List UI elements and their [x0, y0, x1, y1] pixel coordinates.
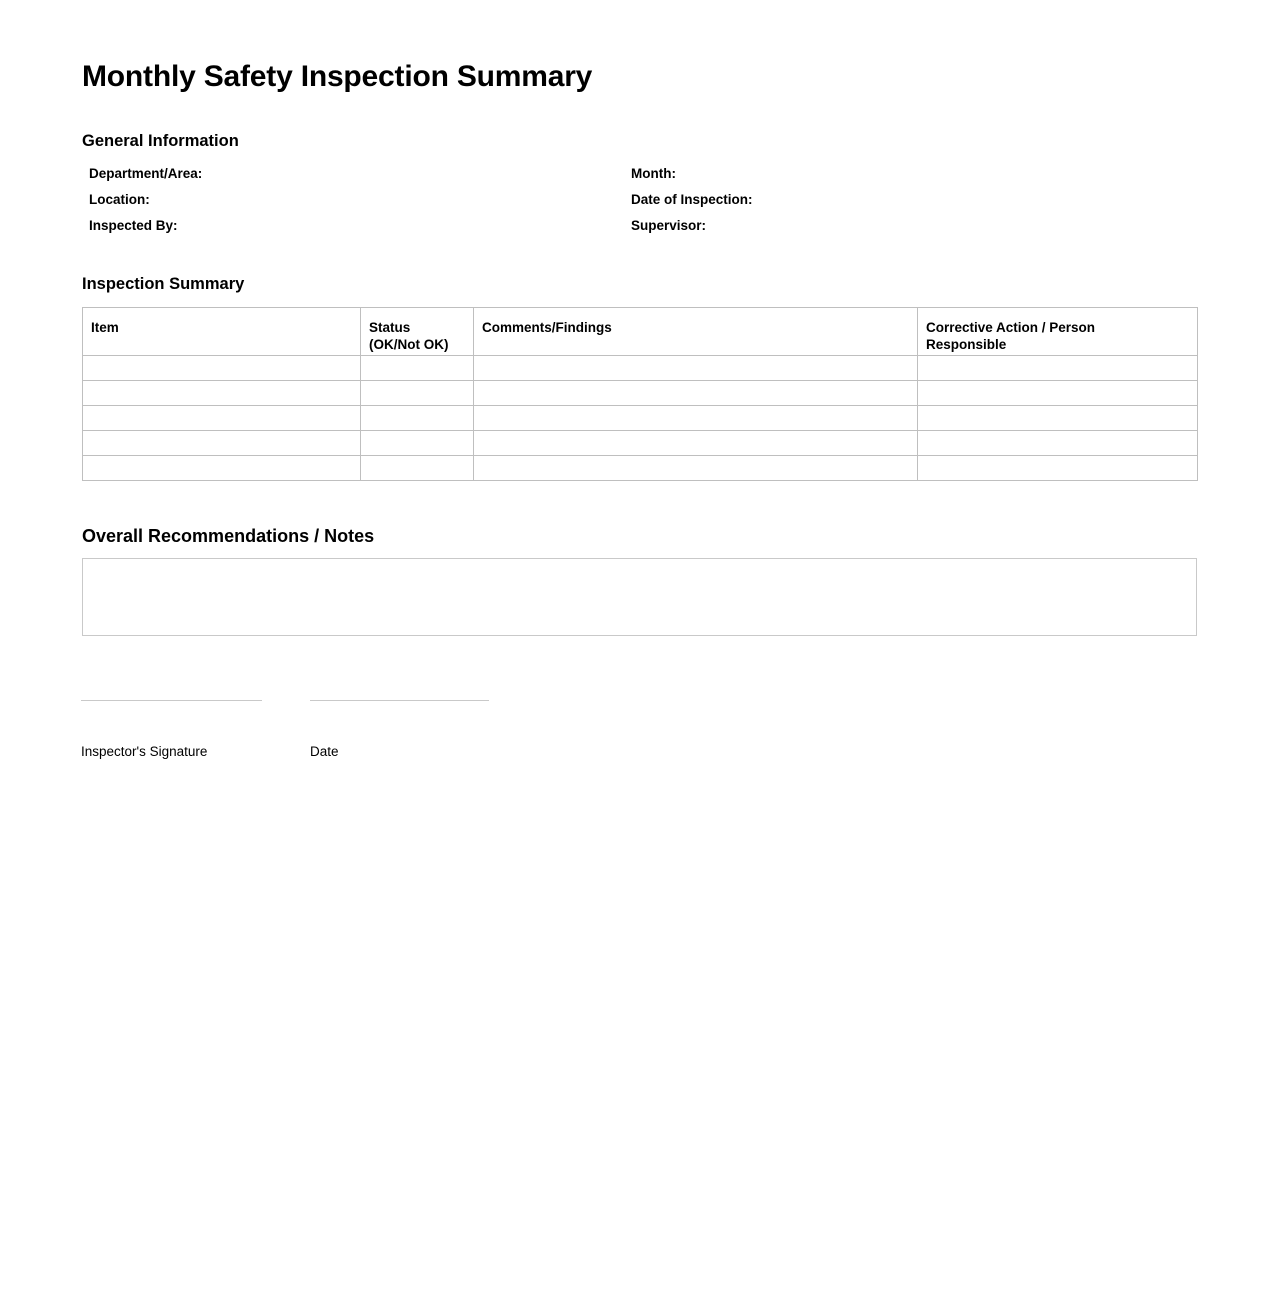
column-header-status — [361, 308, 474, 356]
cell-corrective-action[interactable] — [918, 406, 1198, 431]
table-row — [83, 456, 1198, 481]
inspection-summary-table — [82, 307, 1198, 481]
column-header-comments-findings — [474, 308, 918, 356]
cell-corrective-action[interactable] — [918, 456, 1198, 481]
column-header-action-line1: Corrective Action / Person — [926, 320, 1096, 335]
cell-corrective-action[interactable] — [918, 356, 1198, 381]
table-body — [83, 356, 1198, 481]
cell-comments[interactable] — [474, 406, 918, 431]
cell-item[interactable] — [83, 356, 361, 381]
column-header-status-line1: Status — [369, 320, 411, 335]
column-header-corrective-action — [918, 308, 1198, 356]
field-label-department-area: Department/Area: — [89, 166, 203, 181]
cell-status[interactable] — [361, 406, 474, 431]
cell-comments[interactable] — [474, 356, 918, 381]
general-information-fields — [89, 165, 1189, 243]
table-header-row — [83, 308, 1198, 356]
column-header-item — [83, 308, 361, 356]
column-header-comments-line1: Comments/Findings — [482, 320, 612, 335]
cell-item[interactable] — [83, 406, 361, 431]
table-row — [83, 381, 1198, 406]
date-signature-line[interactable] — [310, 700, 489, 701]
general-info-row — [89, 217, 1189, 243]
table-row — [83, 431, 1198, 456]
inspector-signature-line[interactable] — [81, 700, 262, 701]
notes-input[interactable] — [82, 558, 1197, 636]
cell-status[interactable] — [361, 356, 474, 381]
column-header-status-line2: (OK/Not OK) — [369, 337, 449, 352]
cell-status[interactable] — [361, 456, 474, 481]
cell-corrective-action[interactable] — [918, 381, 1198, 406]
column-header-action-line2: Responsible — [926, 337, 1007, 352]
inspector-signature-label: Inspector's Signature — [81, 744, 208, 759]
cell-item[interactable] — [83, 381, 361, 406]
general-info-row — [89, 165, 1189, 191]
field-label-date-of-inspection: Date of Inspection: — [631, 192, 753, 207]
general-information-heading: General Information — [82, 132, 239, 150]
inspection-summary-heading: Inspection Summary — [82, 275, 245, 293]
cell-comments[interactable] — [474, 431, 918, 456]
field-label-inspected-by: Inspected By: — [89, 218, 178, 233]
cell-item[interactable] — [83, 456, 361, 481]
overall-recommendations-heading: Overall Recommendations / Notes — [82, 526, 375, 546]
cell-item[interactable] — [83, 431, 361, 456]
table-header — [83, 308, 1198, 356]
field-label-month: Month: — [631, 166, 676, 181]
field-label-supervisor: Supervisor: — [631, 218, 707, 233]
cell-status[interactable] — [361, 431, 474, 456]
column-header-item-line1: Item — [91, 320, 119, 335]
cell-comments[interactable] — [474, 381, 918, 406]
field-label-location: Location: — [89, 192, 150, 207]
signature-area — [81, 700, 681, 763]
date-label: Date — [310, 744, 339, 759]
general-info-row — [89, 191, 1189, 217]
page-title: Monthly Safety Inspection Summary — [82, 60, 593, 93]
signature-labels — [81, 743, 681, 763]
table-row — [83, 406, 1198, 431]
cell-corrective-action[interactable] — [918, 431, 1198, 456]
table-row — [83, 356, 1198, 381]
signature-lines — [81, 700, 681, 704]
cell-status[interactable] — [361, 381, 474, 406]
cell-comments[interactable] — [474, 456, 918, 481]
